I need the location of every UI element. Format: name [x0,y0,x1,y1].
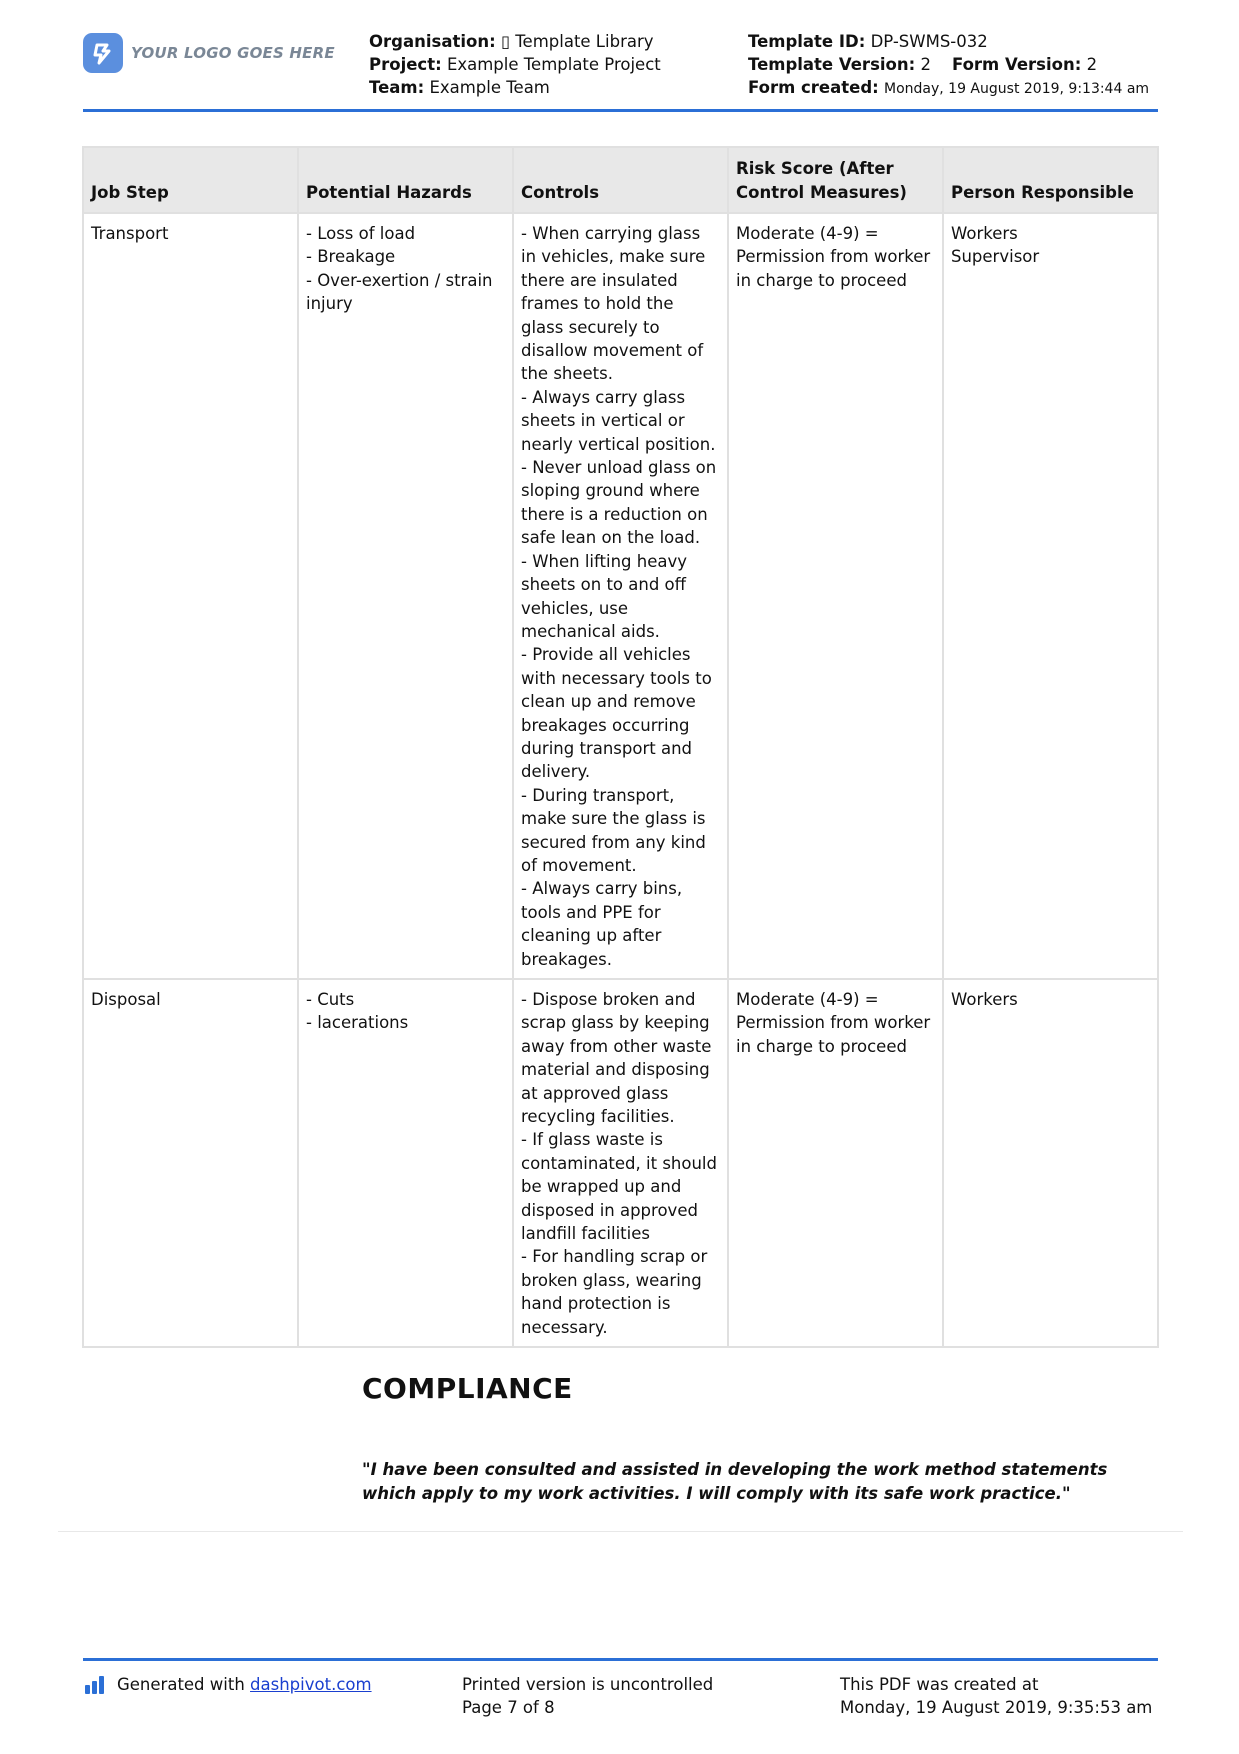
col-header-risk-score: Risk Score (After Control Measures) [728,147,943,213]
form-version-label: Form Version: [951,55,1082,74]
header-org-block [369,30,661,99]
generated-prefix: Generated with [117,1675,245,1694]
header-divider [83,109,1158,112]
table-row [83,213,1158,979]
compliance-statement: "I have been consulted and assisted in developing the work method statements which apply to my work activities. I will comply with its safe work practice." [362,1460,1108,1503]
team-value: Example Team [429,78,550,97]
page-number: Page 7 of 8 [462,1698,555,1717]
header-template-block [748,30,1149,101]
col-header-job-step: Job Step [83,147,298,213]
section-divider [58,1531,1183,1532]
person-cell: Workers [943,979,1158,1347]
project-label: Project: [369,55,442,74]
hazards-cell: - Cuts - lacerations [298,979,513,1347]
form-created-value: Monday, 19 August 2019, 9:13:44 am [884,81,1150,97]
footer-generated [85,1673,372,1696]
project-value: Example Template Project [446,55,661,74]
person-cell: Workers Supervisor [943,213,1158,979]
job-step-cell: Transport [83,213,298,979]
dashpivot-icon [85,1676,109,1694]
dashpivot-link[interactable]: dashpivot.com [250,1675,372,1694]
footer-page-info [462,1673,713,1719]
col-header-person: Person Responsible [943,147,1158,213]
pdf-created-timestamp: Monday, 19 August 2019, 9:35:53 am [840,1698,1153,1717]
footer-created [840,1673,1152,1719]
col-header-hazards: Potential Hazards [298,147,513,213]
template-version-value: 2 [920,55,931,74]
logo-text: YOUR LOGO GOES HERE [131,44,335,62]
template-id-value: DP-SWMS-032 [870,32,988,51]
job-step-cell: Disposal [83,979,298,1347]
footer-divider [83,1658,1158,1661]
organisation-label: Organisation: [369,32,496,51]
controls-cell: - Dispose broken and scrap glass by keeping away from other waste material and disposing at approved glass recycling facilities. - If glass waste is contaminated, it should be wrapped up and disposed in approved landfill facilities - For handling scrap or broken glass, wearing hand protection is necessary. [513,979,728,1347]
table-header-row [83,147,1158,213]
pdf-created-label: This PDF was created at [840,1675,1039,1694]
logo-icon [83,33,123,73]
organisation-value: ▯ Template Library [500,32,654,51]
template-id-label: Template ID: [748,32,866,51]
form-created-label: Form created: [748,78,879,97]
risk-cell: Moderate (4-9) = Permission from worker in charge to proceed [728,979,943,1347]
template-version-label: Template Version: [748,55,916,74]
hazards-cell: - Loss of load - Breakage - Over-exertion / strain injury [298,213,513,979]
controls-cell: - When carrying glass in vehicles, make sure there are insulated frames to hold the glass securely to disallow movement of the sheets. - Always carry glass sheets in vertical or nearly vertical position. - Never unload glass on sloping ground where there is a reduction on safe lean on the load. - When lifting heavy sheets on to and off vehicles, use mechanical aids. - Provide all vehicles with necessary tools to clean up and remove breakages occurring during transport and delivery. - During transport, make sure the glass is secured from any kind of movement. - Always carry bins, tools and PPE for cleaning up after breakages. [513,213,728,979]
team-label: Team: [369,78,425,97]
compliance-heading: COMPLIANCE [362,1372,573,1405]
form-version-value: 2 [1086,55,1098,74]
uncontrolled-notice: Printed version is uncontrolled [462,1675,714,1694]
col-header-controls: Controls [513,147,728,213]
company-logo [83,33,335,73]
table-row [83,979,1158,1347]
risk-cell: Moderate (4-9) = Permission from worker in charge to proceed [728,213,943,979]
hazard-table [82,146,1159,1348]
